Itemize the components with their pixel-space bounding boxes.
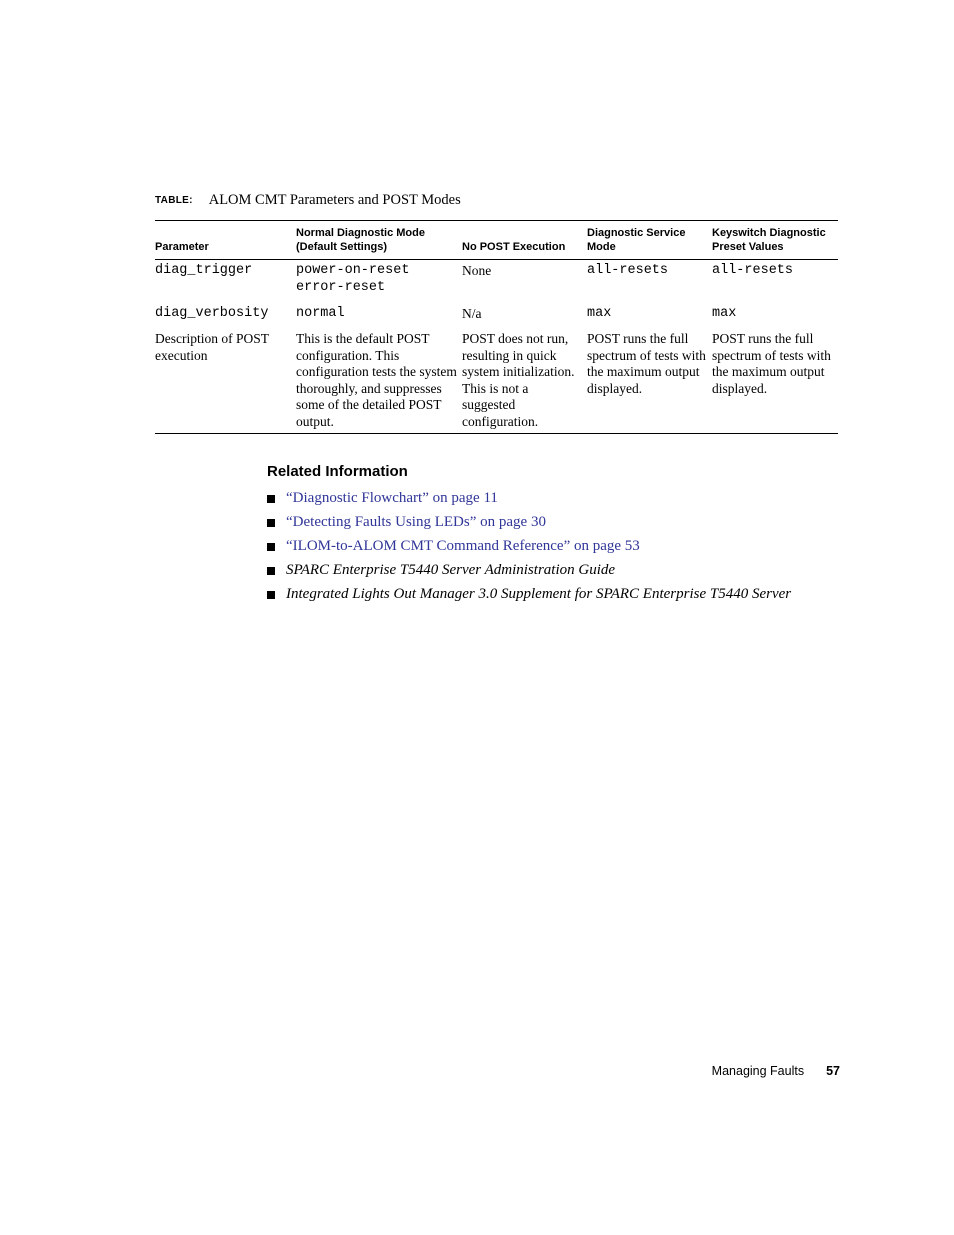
related-information-list (267, 489, 927, 609)
cell-service: POST runs the full spectrum of tests with the maximum output displayed. (587, 331, 706, 396)
related-information-heading: Related Information (267, 463, 408, 480)
page-footer (600, 1064, 840, 1078)
square-bullet-icon (267, 591, 275, 599)
table-row (155, 328, 838, 434)
header-normal-mode: Normal Diagnostic Mode (Default Settings) (296, 221, 462, 260)
link-detecting-faults-leds[interactable]: “Detecting Faults Using LEDs” on page 30 (286, 514, 546, 530)
cell-normal-line: normal (296, 306, 345, 321)
table-row (155, 303, 838, 328)
post-modes-table (155, 220, 838, 434)
header-keyswitch: Keyswitch Diagnostic Preset Values (712, 221, 838, 260)
table-caption-label: TABLE: (155, 195, 193, 206)
cell-no-post: None (462, 263, 492, 278)
cell-parameter: Description of POST execution (155, 331, 269, 363)
page-number: 57 (826, 1064, 840, 1078)
list-item (267, 537, 927, 561)
cell-normal (296, 303, 462, 328)
cell-normal-line: error-reset (296, 279, 386, 295)
list-item (267, 513, 927, 537)
header-no-post: No POST Execution (462, 221, 587, 260)
square-bullet-icon (267, 495, 275, 503)
cell-normal-line: power-on-reset (296, 263, 410, 278)
table-header-row (155, 221, 838, 260)
cell-service: all-resets (587, 263, 669, 278)
cell-keyswitch: POST runs the full spectrum of tests with the maximum output displayed. (712, 331, 831, 396)
link-diagnostic-flowchart[interactable]: “Diagnostic Flowchart” on page 11 (286, 490, 498, 506)
cell-service: max (587, 306, 612, 321)
link-ilom-alom-command-reference[interactable]: “ILOM-to-ALOM CMT Command Reference” on page 53 (286, 538, 640, 554)
header-service-mode: Diagnostic Service Mode (587, 221, 712, 260)
table-caption (155, 192, 461, 209)
square-bullet-icon (267, 543, 275, 551)
book-title-ilom-supplement: Integrated Lights Out Manager 3.0 Supplement for SPARC Enterprise T5440 Server (286, 586, 792, 602)
cell-keyswitch: all-resets (712, 263, 794, 278)
square-bullet-icon (267, 567, 275, 575)
table-caption-title: ALOM CMT Parameters and POST Modes (208, 192, 461, 208)
list-item (267, 489, 927, 513)
cell-no-post: N/a (462, 306, 482, 321)
cell-keyswitch: max (712, 306, 737, 321)
cell-no-post: POST does not run, resulting in quick system initialization. This is not a suggested configuration. (462, 331, 575, 429)
cell-normal: This is the default POST configuration. This configuration tests the system thoroughly, and suppresses some of the detailed POST output. (296, 331, 457, 429)
square-bullet-icon (267, 519, 275, 527)
list-item (267, 561, 927, 585)
table-row (155, 260, 838, 304)
footer-section-title: Managing Faults (711, 1064, 805, 1078)
cell-normal (296, 260, 462, 304)
cell-parameter: diag_verbosity (155, 306, 269, 321)
header-parameter: Parameter (155, 221, 296, 260)
list-item (267, 585, 927, 609)
cell-parameter: diag_trigger (155, 263, 253, 278)
book-title-admin-guide: SPARC Enterprise T5440 Server Administration Guide (286, 562, 616, 578)
